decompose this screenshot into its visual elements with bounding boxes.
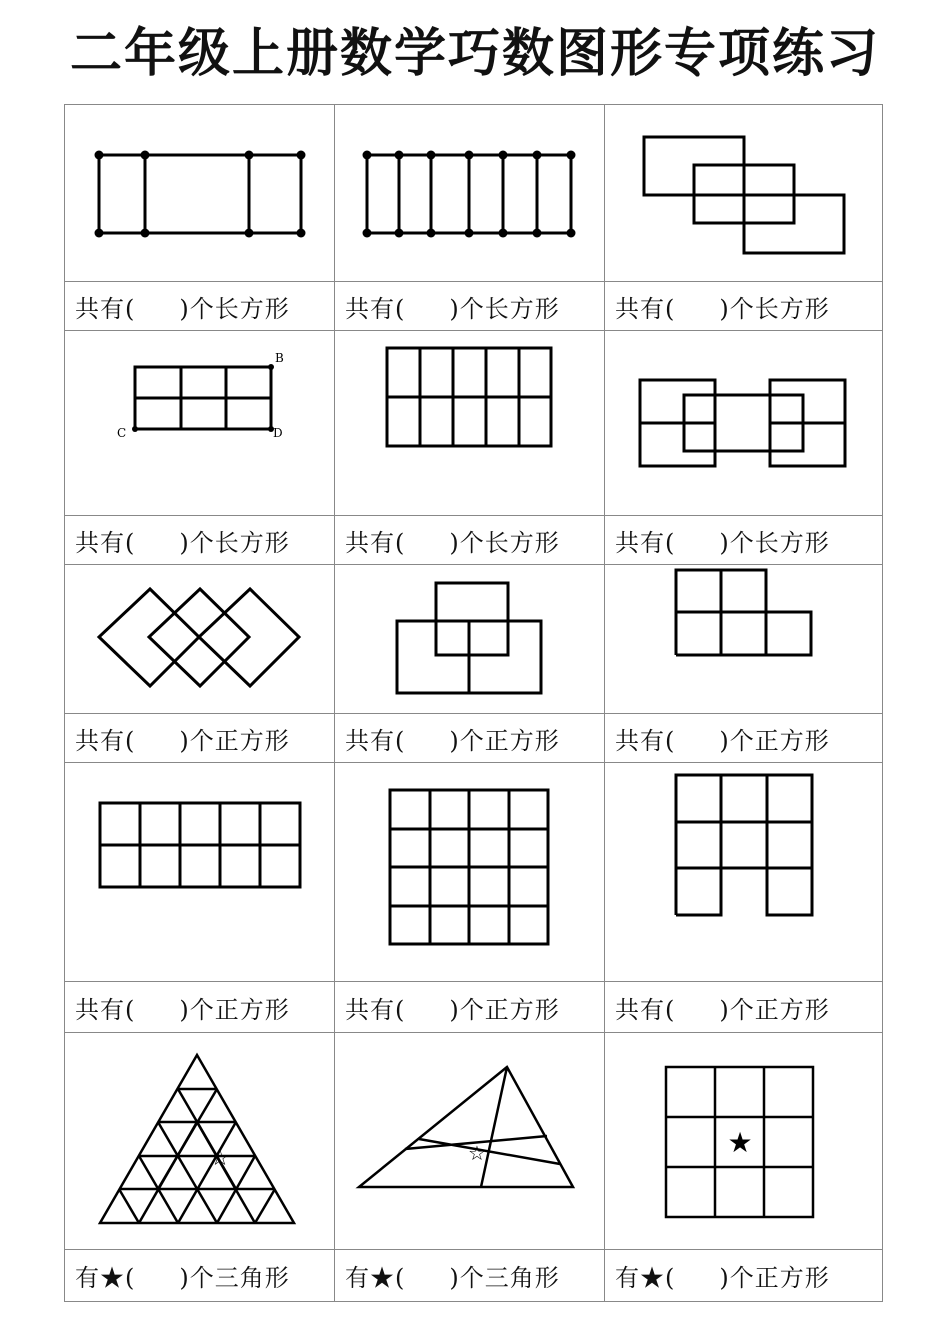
answer-caption <box>65 1249 334 1301</box>
rectangle-figure <box>65 105 334 281</box>
problem-9 <box>604 564 882 762</box>
problem-12 <box>604 762 882 1032</box>
vertex-label-c: C <box>117 426 127 440</box>
caption-prefix: 共有( <box>615 727 676 755</box>
answer-caption <box>605 281 882 331</box>
caption-suffix: )个长方形 <box>179 529 290 557</box>
problem-2 <box>334 104 604 330</box>
caption-suffix: )个三角形 <box>449 1264 560 1292</box>
problem-11 <box>334 762 604 1032</box>
problem-8 <box>334 564 604 762</box>
rectangle-figure <box>335 331 604 513</box>
page-title: 二年级上册数学巧数图形专项练习 <box>69 24 880 84</box>
caption-suffix: )个长方形 <box>179 295 290 323</box>
caption-prefix: 共有( <box>75 529 136 557</box>
answer-caption <box>335 713 604 763</box>
problem-7 <box>64 564 334 762</box>
caption-prefix: 共有( <box>75 727 136 755</box>
vertex-label-d: D <box>273 426 283 440</box>
square-figure <box>605 565 882 711</box>
rectangle-figure <box>605 331 882 513</box>
caption-prefix: 有★( <box>615 1264 676 1292</box>
caption-prefix: 共有( <box>615 996 676 1024</box>
answer-caption <box>605 515 882 565</box>
answer-caption <box>605 713 882 763</box>
caption-prefix: 共有( <box>345 295 406 323</box>
caption-prefix: 有★( <box>75 1264 136 1292</box>
caption-prefix: 共有( <box>345 727 406 755</box>
square-figure <box>335 565 604 711</box>
star-filled-icon: ★ <box>727 1126 753 1159</box>
rectangle-figure <box>605 105 882 281</box>
problem-5 <box>334 330 604 564</box>
caption-prefix: 共有( <box>615 529 676 557</box>
answer-caption <box>335 515 604 565</box>
star-outline-icon: ☆ <box>468 1141 486 1165</box>
caption-prefix: 有★( <box>345 1264 406 1292</box>
caption-suffix: )个长方形 <box>449 529 560 557</box>
problem-15 <box>604 1032 882 1302</box>
answer-caption <box>605 981 882 1033</box>
rectangle-figure <box>335 105 604 281</box>
caption-suffix: )个长方形 <box>449 295 560 323</box>
star-outline-icon: ☆ <box>210 1146 230 1171</box>
caption-suffix: )个正方形 <box>449 727 560 755</box>
caption-suffix: )个三角形 <box>179 1264 290 1292</box>
answer-caption <box>335 981 604 1033</box>
square-figure <box>605 1033 882 1249</box>
caption-suffix: )个正方形 <box>449 996 560 1024</box>
caption-suffix: )个正方形 <box>179 727 290 755</box>
square-figure <box>605 763 882 981</box>
problem-3 <box>604 104 882 330</box>
answer-caption <box>65 713 334 763</box>
problem-13 <box>64 1032 334 1302</box>
problem-4 <box>64 330 334 564</box>
caption-prefix: 共有( <box>345 996 406 1024</box>
caption-prefix: 共有( <box>75 996 136 1024</box>
triangle-figure <box>65 1033 334 1249</box>
worksheet-grid <box>64 104 883 1302</box>
answer-caption <box>335 1249 604 1301</box>
caption-suffix: )个正方形 <box>719 996 830 1024</box>
vertex-label-b: B <box>275 351 284 365</box>
caption-suffix: )个长方形 <box>719 295 830 323</box>
square-figure <box>65 763 334 981</box>
problem-10 <box>64 762 334 1032</box>
caption-prefix: 共有( <box>345 529 406 557</box>
caption-suffix: )个正方形 <box>719 727 830 755</box>
problem-14 <box>334 1032 604 1302</box>
square-figure <box>65 565 334 711</box>
square-figure <box>335 763 604 981</box>
triangle-figure <box>335 1033 604 1249</box>
answer-caption <box>65 981 334 1033</box>
caption-prefix: 共有( <box>615 295 676 323</box>
answer-caption <box>65 281 334 331</box>
rectangle-figure <box>65 331 334 513</box>
answer-caption <box>335 281 604 331</box>
caption-prefix: 共有( <box>75 295 136 323</box>
caption-suffix: )个正方形 <box>719 1264 830 1292</box>
problem-1 <box>64 104 334 330</box>
caption-suffix: )个长方形 <box>719 529 830 557</box>
answer-caption <box>65 515 334 565</box>
answer-caption <box>605 1249 882 1301</box>
caption-suffix: )个正方形 <box>179 996 290 1024</box>
problem-6 <box>604 330 882 564</box>
